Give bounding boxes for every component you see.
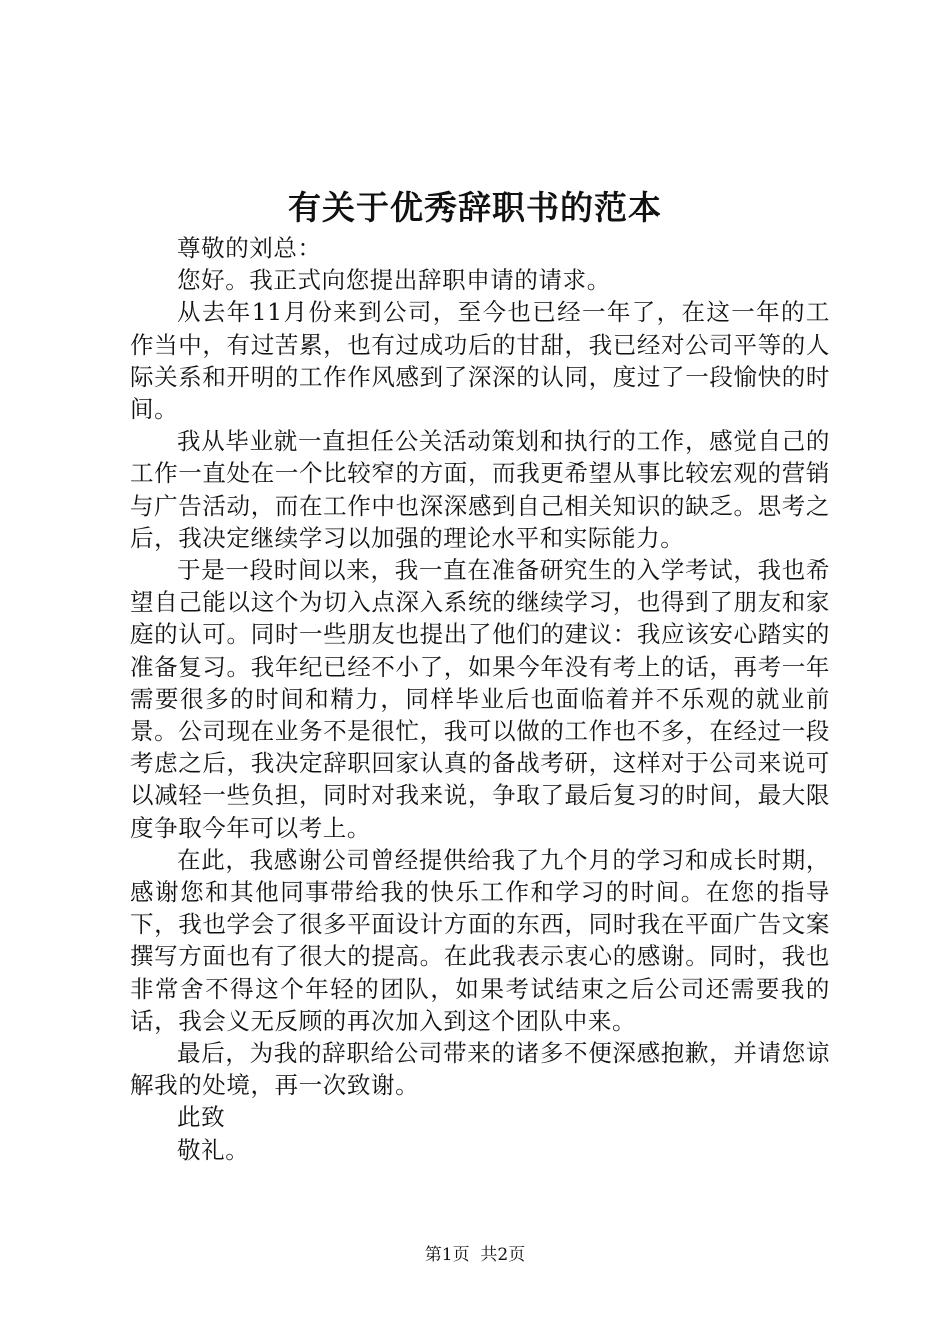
paragraph-tenure: 从去年11月份来到公司，至今也已经一年了，在这一年的工作当中，有过苦累，也有过成功后的甘甜，我已经对公司平等的人际关系和开明的工作作风感到了深深的认同，度过了一段愉快的时间。: [130, 298, 830, 424]
closing-line-2: 敬礼。: [177, 1135, 250, 1164]
paragraph-thanks: 在此，我感谢公司曾经提供给我了九个月的学习和成长时期，感谢您和其他同事带给我的快乐工作和学习的时间。在您的指导下，我也学会了很多平面设计方面的东西，同时我在平面广告文案撰写方面也有了很大的提高。在此我表示衷心的感谢。同时，我也非常舍不得这个年轻的团队，如果考试结束之后公司还需要我的话，我会义无反顾的再次加入到这个团队中来。: [130, 845, 830, 1035]
salutation: 尊敬的刘总：: [177, 234, 322, 262]
paragraph-apology: 最后，为我的辞职给公司带来的诸多不便深感抱歉，并请您谅解我的处境，再一次致谢。: [130, 1039, 830, 1100]
paragraph-exam-plan: 于是一段时间以来，我一直在准备研究生的入学考试，我也希望自己能以这个为切入点深入系统的继续学习，也得到了朋友和家庭的认可。同时一些朋友也提出了他们的建议：我应该安心踏实的准备复习。我年纪已经不小了，如果今年没有考上的话，再考一年需要很多的时间和精力，同样毕业后也面临着并不乐观的就业前景。公司现在业务不是很忙，我可以做的工作也不多，在经过一段考虑之后，我决定辞职回家认真的备战考研，这样对于公司来说可以减轻一些负担，同时对我来说，争取了最后复习的时间，最大限度争取今年可以考上。: [130, 556, 830, 842]
paragraph-greeting: 您好。我正式向您提出辞职申请的请求。: [177, 266, 611, 295]
closing-line-1: 此致: [177, 1103, 226, 1132]
letter-body: [130, 232, 830, 1166]
page-number-footer: 第1页 共2页: [424, 1245, 526, 1265]
document-title: 有关于优秀辞职书的范本: [288, 188, 662, 227]
paragraph-career: 我从毕业就一直担任公关活动策划和执行的工作，感觉自己的工作一直处在一个比较窄的方面，而我更希望从事比较宏观的营销与广告活动，而在工作中也深深感到自己相关知识的缺乏。思考之后，我决定继续学习以加强的理论水平和实际能力。: [130, 427, 830, 552]
